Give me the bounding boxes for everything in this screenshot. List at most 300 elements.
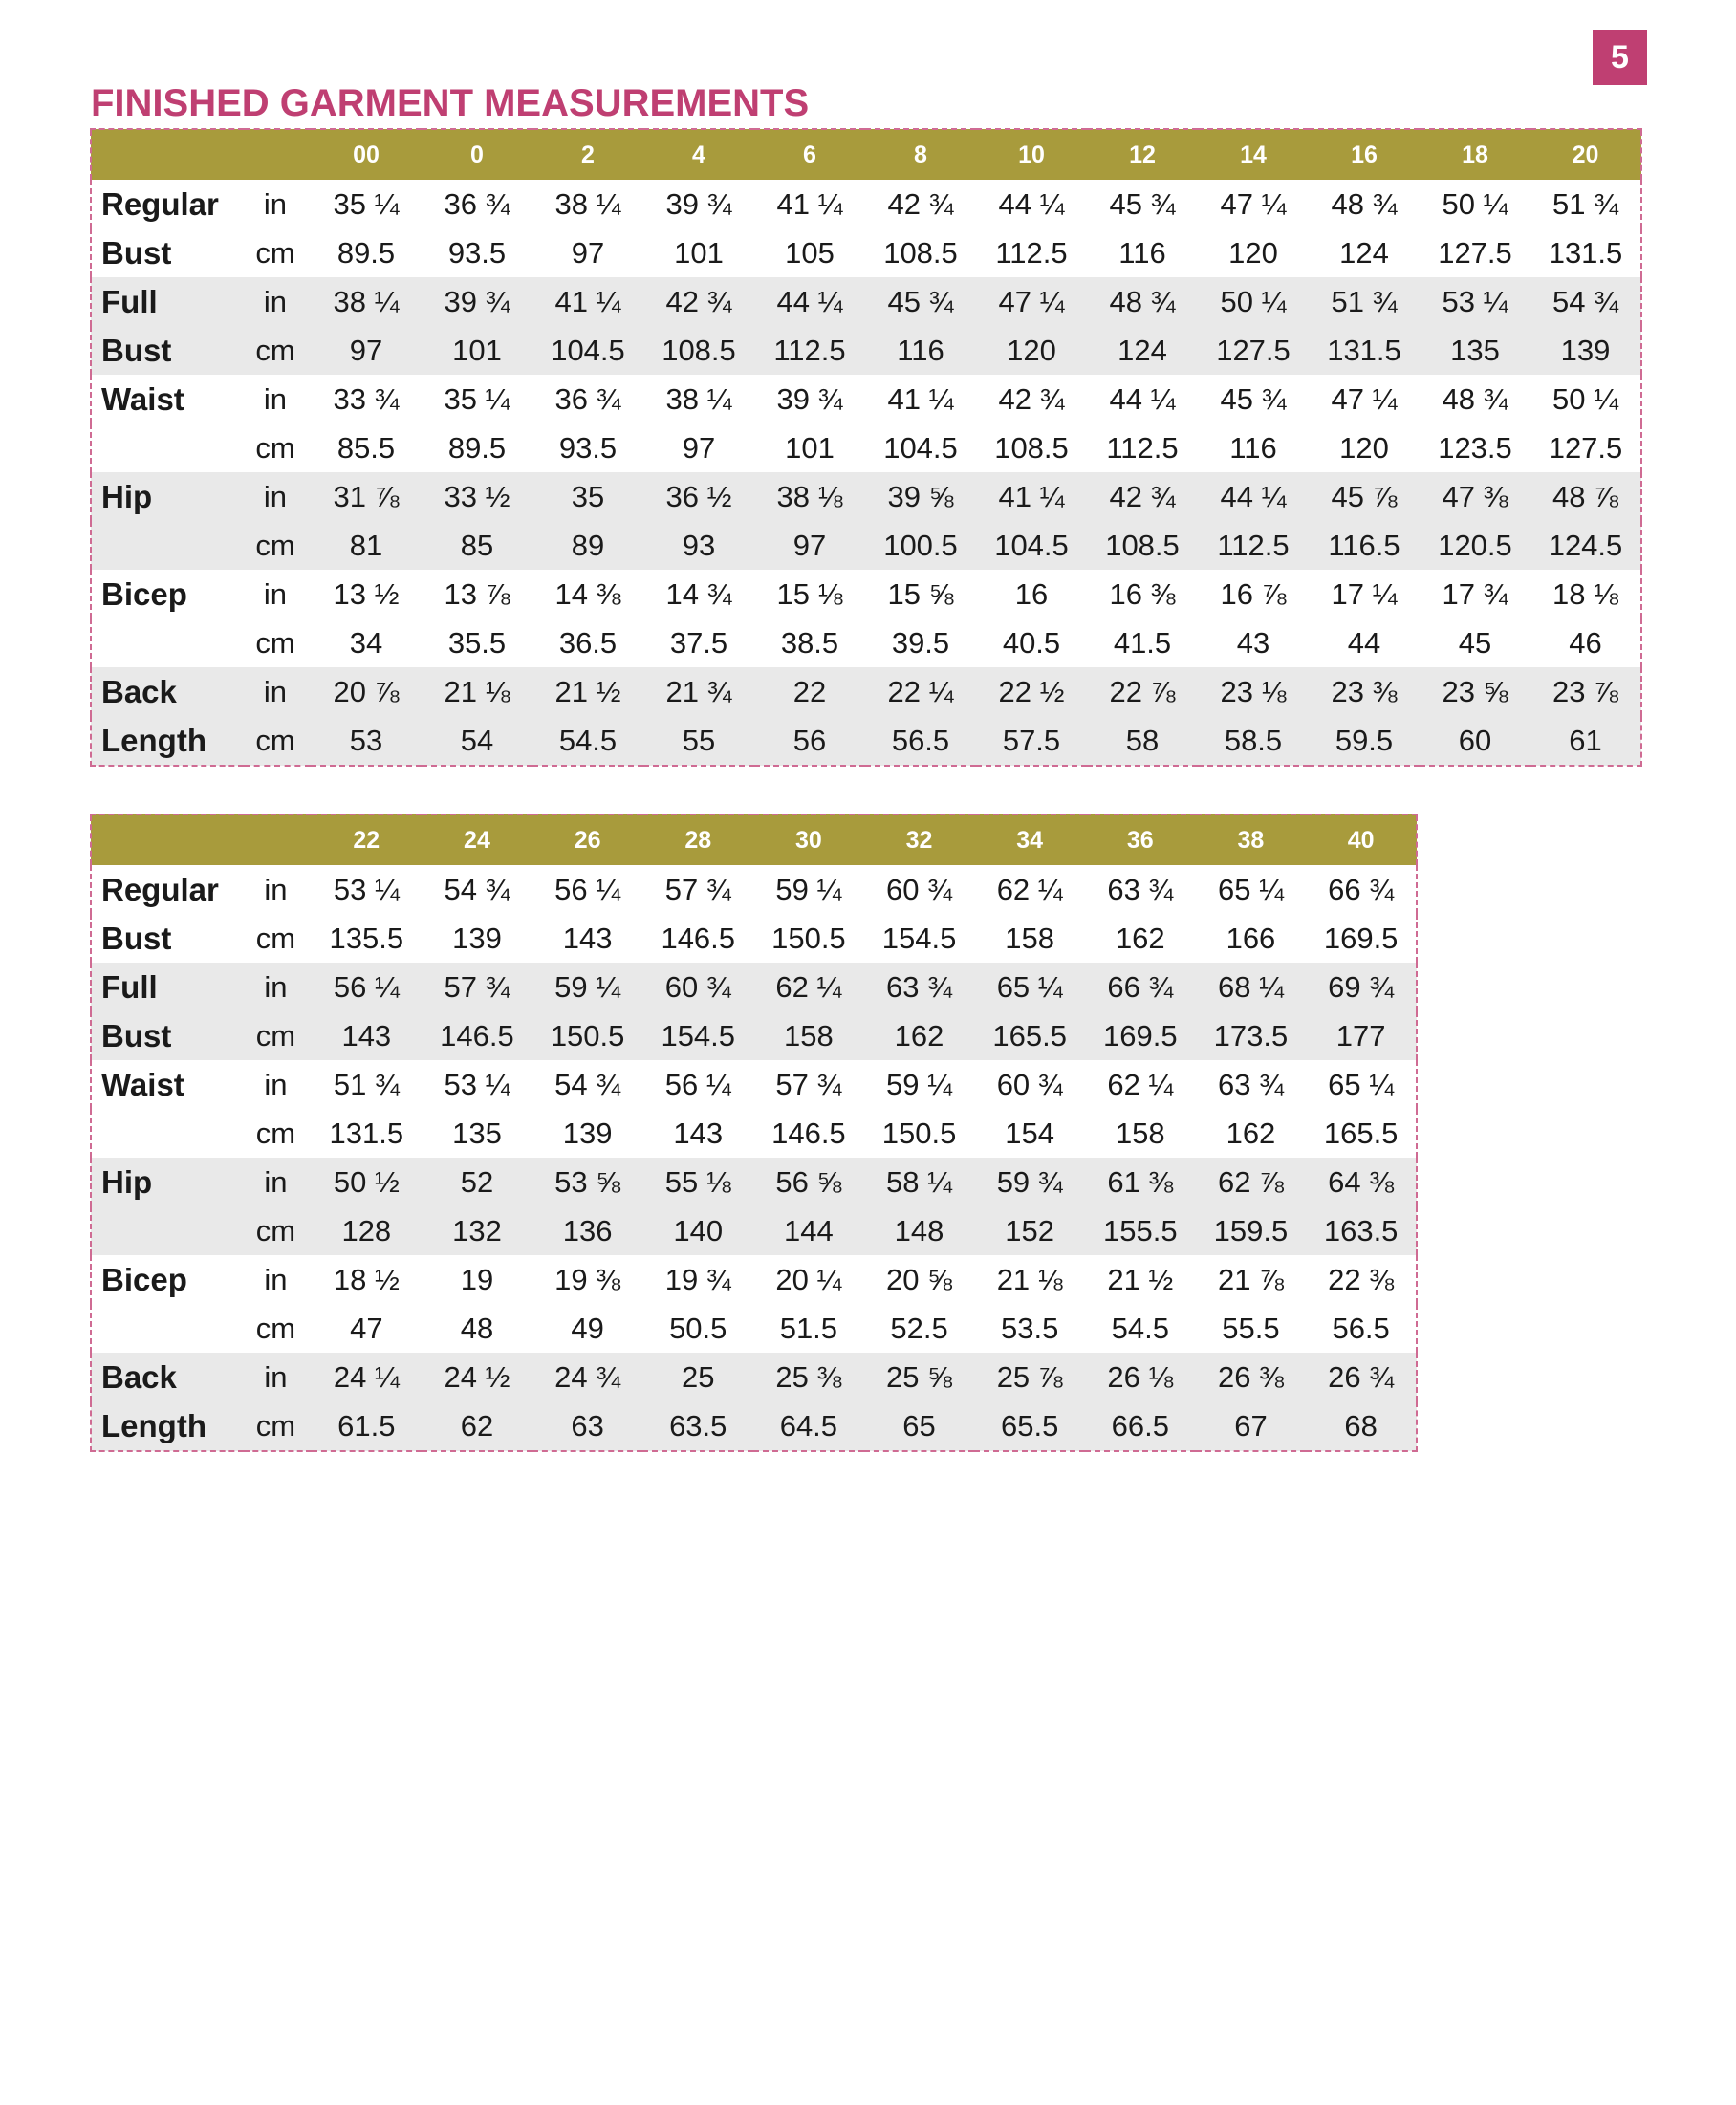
measurement-value: 68 ¼ [1196,963,1307,1011]
measurement-value: 59.5 [1309,716,1420,766]
measurement-value: 100.5 [865,521,976,570]
measurement-label [91,521,244,570]
measurement-value: 44 ¼ [998,186,1065,221]
measurement-label: Back [91,1353,244,1401]
measurement-value: 47 ¼ [976,277,1087,326]
measurement-value: 39 ¾ [776,381,843,416]
measurement-value: 139 [1530,326,1641,375]
measurement-value: 53 ¼ [444,1067,510,1101]
measurement-value: 150.5 [881,1116,957,1150]
measurement-value: 35 ¼ [333,186,400,221]
measurement-row [91,521,1641,570]
measurement-value: 23 ⅞ [1530,667,1641,716]
measurement-value: 108.5 [994,430,1069,465]
measurement-value: 62 ¼ [996,872,1063,906]
unit-label: in [244,277,311,326]
measurement-label [91,423,244,472]
size-header: 6 [754,129,865,180]
measurement-value: 143 [562,921,613,955]
unit-label: cm [255,430,295,465]
measurement-value: 38.5 [780,625,839,660]
measurement-value: 54 ¾ [1530,277,1641,326]
measurement-value: 64.5 [753,1401,864,1451]
measurement-value: 97 [754,521,865,570]
measurement-value: 154 [1005,1116,1055,1150]
measurement-value: 150.5 [771,921,846,955]
measurement-value: 154.5 [642,1011,753,1060]
measurement-value: 135 [452,1116,502,1150]
measurement-value: 20 ⅞ [311,667,422,716]
measurement-value: 105 [785,235,835,270]
measurement-value: 165.5 [974,1011,1085,1060]
measurement-value: 123.5 [1438,430,1512,465]
measurement-value: 16 [1014,576,1049,611]
measurement-value: 22 ¼ [865,667,976,716]
size-header: 0 [422,129,532,180]
measurement-value: 48 ¾ [1331,186,1398,221]
measurement-value: 60 [1420,716,1530,766]
measurement-value: 18 ⅛ [1552,576,1618,611]
header-blank-cell [244,814,311,865]
measurement-value: 44 ¼ [754,277,865,326]
measurement-value: 41 ¼ [532,277,643,326]
measurement-value: 56.5 [1332,1311,1390,1345]
size-header: 38 [1196,814,1307,865]
measurement-label: Length [91,716,244,766]
measurement-value: 57 ¾ [775,1067,842,1101]
measurement-label: Back [91,667,244,716]
measurement-value: 154.5 [881,921,957,955]
measurement-value: 162 [1115,921,1165,955]
size-header: 26 [532,814,643,865]
measurement-value: 46 [1569,625,1602,660]
measurement-value: 63.5 [642,1401,753,1451]
unit-label: cm [244,521,311,570]
size-header: 12 [1087,129,1198,180]
size-header: 32 [864,814,975,865]
measurement-value: 54 ¾ [554,1067,621,1101]
measurement-value: 47 ⅜ [1420,472,1530,521]
measurement-value: 56 ¼ [554,872,621,906]
unit-label: cm [255,625,295,660]
measurement-value: 152 [974,1206,1085,1255]
measurement-label [91,1206,244,1255]
measurement-value: 58.5 [1198,716,1309,766]
measurement-value: 17 ¾ [1442,576,1508,611]
measurement-value: 93.5 [558,430,618,465]
measurement-value: 135.5 [329,921,404,955]
measurement-value: 54.5 [532,716,643,766]
measurement-value: 38 ¼ [665,381,732,416]
measurement-value: 56.5 [865,716,976,766]
measurement-value: 59 ¼ [886,1067,952,1101]
measurement-value: 58 ¼ [864,1158,975,1206]
measurement-value: 169.5 [1085,1011,1196,1060]
measurement-value: 116 [865,326,976,375]
measurement-value: 49 [571,1311,604,1345]
measurement-value: 51 ¾ [1309,277,1420,326]
measurement-value: 62 ¼ [1107,1067,1174,1101]
measurement-label: Regular [101,871,219,907]
measurement-value: 14 ¾ [665,576,732,611]
measurement-value: 52 [422,1158,532,1206]
measurement-value: 19 ⅜ [554,1262,621,1296]
measurement-label: Bust [101,920,172,956]
measurement-value: 21 ⅞ [1217,1262,1284,1296]
measurement-value: 131.5 [329,1116,404,1150]
measurement-value: 101 [785,430,835,465]
unit-label: in [244,1353,311,1401]
measurement-value: 55 [643,716,754,766]
measurement-value: 50 ¼ [1442,186,1508,221]
measurement-value: 59 ¼ [532,963,643,1011]
measurement-value: 112.5 [995,235,1068,270]
measurement-value: 35 [532,472,643,521]
header-blank-cell [91,814,244,865]
measurement-value: 39 ⅝ [865,472,976,521]
measurement-value: 143 [312,1011,423,1060]
measurement-row [91,375,1641,423]
measurement-value: 21 ⅛ [422,667,532,716]
measurement-value: 136 [532,1206,643,1255]
measurement-value: 89.5 [336,235,396,270]
measurement-value: 97 [682,430,716,465]
measurement-value: 158 [1005,921,1055,955]
measurement-label: Bust [91,1011,244,1060]
measurement-value: 55 ⅛ [642,1158,753,1206]
measurement-value: 36 ½ [643,472,754,521]
measurement-row [91,180,1641,228]
measurement-row [91,1401,1417,1451]
measurement-value: 26 ¾ [1306,1353,1417,1401]
unit-label: in [244,963,311,1011]
measurement-value: 173.5 [1196,1011,1307,1060]
measurement-value: 24 ¾ [532,1353,643,1401]
measurement-row [91,277,1641,326]
measurement-value: 165.5 [1323,1116,1399,1150]
measurement-value: 150.5 [532,1011,643,1060]
measurement-value: 85.5 [336,430,396,465]
measurement-value: 50.5 [669,1311,727,1345]
measurement-value: 69 ¾ [1306,963,1417,1011]
measurement-value: 17 ¼ [1331,576,1398,611]
header-blank-cell [91,129,244,180]
measurement-value: 65 ¼ [974,963,1085,1011]
measurement-row [91,1353,1417,1401]
measurement-value: 63 ¾ [1107,872,1174,906]
measurement-label: Bicep [101,1261,187,1297]
measurement-value: 93 [643,521,754,570]
measurement-value: 45 ⅞ [1309,472,1420,521]
measurement-value: 60 ¾ [996,1067,1063,1101]
size-header-row [91,814,1417,865]
measurement-value: 120 [976,326,1087,375]
measurement-value: 39 ¾ [665,186,732,221]
measurement-value: 131.5 [1548,235,1623,270]
measurement-row [91,667,1641,716]
unit-label: cm [244,326,311,375]
measurement-value: 14 ⅜ [554,576,621,611]
measurement-label: Waist [101,1066,184,1102]
measurement-value: 36 ¾ [554,381,621,416]
page-title: FINISHED GARMENT MEASUREMENTS [91,82,810,124]
measurement-value: 16 ⅜ [1109,576,1176,611]
size-header: 36 [1085,814,1196,865]
measurement-value: 124 [1087,326,1198,375]
measurement-value: 53 ¼ [333,872,400,906]
measurement-label: Length [91,1401,244,1451]
measurement-value: 20 ⅝ [886,1262,952,1296]
measurement-row [91,326,1641,375]
size-header: 16 [1309,129,1420,180]
measurement-value: 44 ¼ [1198,472,1309,521]
measurement-label: Bust [101,234,172,271]
unit-label: cm [255,1116,296,1150]
measurement-value: 101 [422,326,532,375]
measurement-value: 68 [1306,1401,1417,1451]
measurement-value: 45 [1458,625,1492,660]
measurement-value: 43 [1236,625,1270,660]
measurement-value: 60 ¾ [886,872,952,906]
measurement-value: 47 [350,1311,383,1345]
measurement-value: 139 [452,921,502,955]
measurement-value: 62 ¼ [753,963,864,1011]
measurement-value: 97 [571,235,605,270]
measurement-value: 38 ¼ [554,186,621,221]
measurement-value: 128 [312,1206,423,1255]
measurement-value: 61 [1530,716,1641,766]
measurement-row [91,423,1641,472]
unit-label: in [244,1158,311,1206]
measurement-value: 158 [753,1011,864,1060]
measurement-value: 15 ⅛ [776,576,843,611]
measurement-value: 19 ¾ [664,1262,731,1296]
measurement-value: 13 ⅞ [444,576,510,611]
measurement-value: 166 [1226,921,1276,955]
measurement-value: 112.5 [1198,521,1309,570]
measurement-value: 66 ¾ [1328,872,1395,906]
measurement-value: 127.5 [1548,430,1623,465]
measurement-row [91,865,1417,914]
unit-label: cm [244,716,311,766]
measurement-value: 131.5 [1309,326,1420,375]
unit-label: in [263,186,288,221]
measurement-value: 41 ¼ [776,186,843,221]
measurement-value: 60 ¾ [642,963,753,1011]
measurement-value: 53 ¼ [1420,277,1530,326]
measurement-value: 148 [864,1206,975,1255]
measurement-row [91,228,1641,277]
measurement-row [91,472,1641,521]
measurement-value: 57 ¾ [664,872,731,906]
measurement-label: Hip [91,472,244,521]
measurement-value: 62 ⅞ [1196,1158,1307,1206]
measurement-value: 124 [1339,235,1389,270]
unit-label: cm [244,1206,311,1255]
unit-label: cm [255,921,296,955]
measurement-value: 41 ¼ [887,381,954,416]
measurement-value: 19 [460,1262,494,1296]
measurement-value: 59 ¼ [775,872,842,906]
measurement-value: 50 ½ [312,1158,423,1206]
measurement-value: 51 ¾ [1552,186,1618,221]
size-header: 10 [976,129,1087,180]
measurement-value: 67 [1196,1401,1307,1451]
measurement-value: 23 ⅝ [1420,667,1530,716]
measurement-value: 127.5 [1198,326,1309,375]
measurement-row [91,1060,1417,1109]
measurement-label: Waist [101,380,184,417]
measurement-value: 21 ⅛ [996,1262,1063,1296]
measurement-value: 108.5 [883,235,958,270]
measurement-value: 104.5 [976,521,1087,570]
measurement-value: 63 ¾ [864,963,975,1011]
measurement-value: 63 ¾ [1217,1067,1284,1101]
measurement-value: 38 ¼ [311,277,422,326]
measurement-value: 53 ⅝ [532,1158,643,1206]
measurement-value: 45 ¾ [865,277,976,326]
size-header: 4 [643,129,754,180]
measurement-value: 59 ¾ [974,1158,1085,1206]
measurement-value: 56 [754,716,865,766]
measurement-value: 31 ⅞ [311,472,422,521]
unit-label: in [244,667,311,716]
measurement-value: 139 [562,1116,613,1150]
measurements-table-large-sizes [90,814,1418,1452]
measurement-row [91,1255,1417,1304]
measurement-value: 37.5 [669,625,728,660]
measurement-value: 44 ¼ [1109,381,1176,416]
measurement-value: 169.5 [1323,921,1399,955]
measurement-value: 23 ⅛ [1198,667,1309,716]
measurement-value: 135 [1420,326,1530,375]
measurement-value: 81 [311,521,422,570]
measurement-value: 93.5 [447,235,507,270]
unit-label: in [244,472,311,521]
measurement-value: 104.5 [532,326,643,375]
measurement-row [91,1206,1417,1255]
measurement-value: 35.5 [447,625,507,660]
measurement-value: 47 ¼ [1220,186,1287,221]
size-header: 34 [974,814,1085,865]
measurement-value: 41.5 [1113,625,1172,660]
measurement-row [91,1158,1417,1206]
measurement-label: Regular [101,185,219,222]
measurement-value: 143 [673,1116,724,1150]
measurement-label [91,1109,244,1158]
measurement-value: 120 [1228,235,1278,270]
measurement-label: Full [91,963,244,1011]
measurement-value: 15 ⅝ [887,576,954,611]
measurement-value: 58 [1087,716,1198,766]
measurement-label: Bust [91,326,244,375]
unit-label: cm [255,235,295,270]
measurement-label: Full [91,277,244,326]
measurement-row [91,570,1641,618]
measurement-value: 21 ¾ [643,667,754,716]
measurement-value: 57.5 [976,716,1087,766]
measurement-value: 20 ¼ [775,1262,842,1296]
measurement-value: 108.5 [1087,521,1198,570]
size-header: 40 [1306,814,1417,865]
measurement-value: 50 ¼ [1198,277,1309,326]
measurement-value: 56 ⅝ [753,1158,864,1206]
measurement-value: 53 [311,716,422,766]
measurement-value: 45 ¾ [1220,381,1287,416]
measurement-row [91,1304,1417,1353]
measurement-row [91,1109,1417,1158]
measurement-value: 13 ½ [333,576,400,611]
measurement-value: 65 ¼ [1328,1067,1395,1101]
measurement-value: 47 ¼ [1331,381,1398,416]
measurement-value: 25 ⅞ [974,1353,1085,1401]
measurement-value: 61.5 [312,1401,423,1451]
measurement-value: 50 ¼ [1552,381,1618,416]
size-header-row [91,129,1641,180]
measurement-value: 54 ¾ [444,872,510,906]
measurement-value: 116.5 [1309,521,1420,570]
measurement-value: 120.5 [1420,521,1530,570]
measurement-value: 54 [422,716,532,766]
measurement-value: 41 ¼ [976,472,1087,521]
measurement-label [91,1304,244,1353]
measurement-row [91,963,1417,1011]
unit-label: cm [255,1311,296,1345]
measurement-value: 140 [642,1206,753,1255]
measurement-value: 89 [532,521,643,570]
measurement-value: 56 ¼ [664,1067,731,1101]
measurement-row [91,914,1417,963]
measurement-value: 16 ⅞ [1220,576,1287,611]
measurement-value: 146.5 [661,921,736,955]
measurement-value: 57 ¾ [422,963,532,1011]
measurement-value: 53.5 [1000,1311,1059,1345]
measurement-value: 23 ⅜ [1309,667,1420,716]
size-header: 22 [312,814,423,865]
measurement-value: 177 [1306,1011,1417,1060]
size-header: 14 [1198,129,1309,180]
measurement-value: 22 ½ [976,667,1087,716]
measurement-value: 48 ¾ [1442,381,1508,416]
measurement-label [91,618,244,667]
measurement-value: 35 ¼ [444,381,510,416]
measurement-value: 162 [1226,1116,1276,1150]
measurement-value: 124.5 [1530,521,1641,570]
measurement-value: 155.5 [1085,1206,1196,1255]
measurement-value: 116 [1118,235,1166,270]
measurement-value: 54.5 [1111,1311,1169,1345]
measurement-row [91,716,1641,766]
measurement-value: 42 ¾ [1087,472,1198,521]
size-header: 20 [1530,129,1641,180]
measurement-value: 163.5 [1306,1206,1417,1255]
unit-label: in [263,381,288,416]
measurement-value: 39.5 [891,625,950,660]
measurement-value: 112.5 [1106,430,1179,465]
header-blank-cell [244,129,311,180]
measurement-value: 66 ¾ [1085,963,1196,1011]
measurement-label: Hip [91,1158,244,1206]
measurement-value: 162 [864,1011,975,1060]
measurement-value: 24 ¼ [312,1353,423,1401]
measurement-value: 42 ¾ [998,381,1065,416]
size-header: 18 [1420,129,1530,180]
measurement-value: 62 [422,1401,532,1451]
measurement-value: 45 ¾ [1109,186,1176,221]
size-header: 00 [311,129,422,180]
measurement-value: 65 ¼ [1217,872,1284,906]
size-header: 8 [865,129,976,180]
